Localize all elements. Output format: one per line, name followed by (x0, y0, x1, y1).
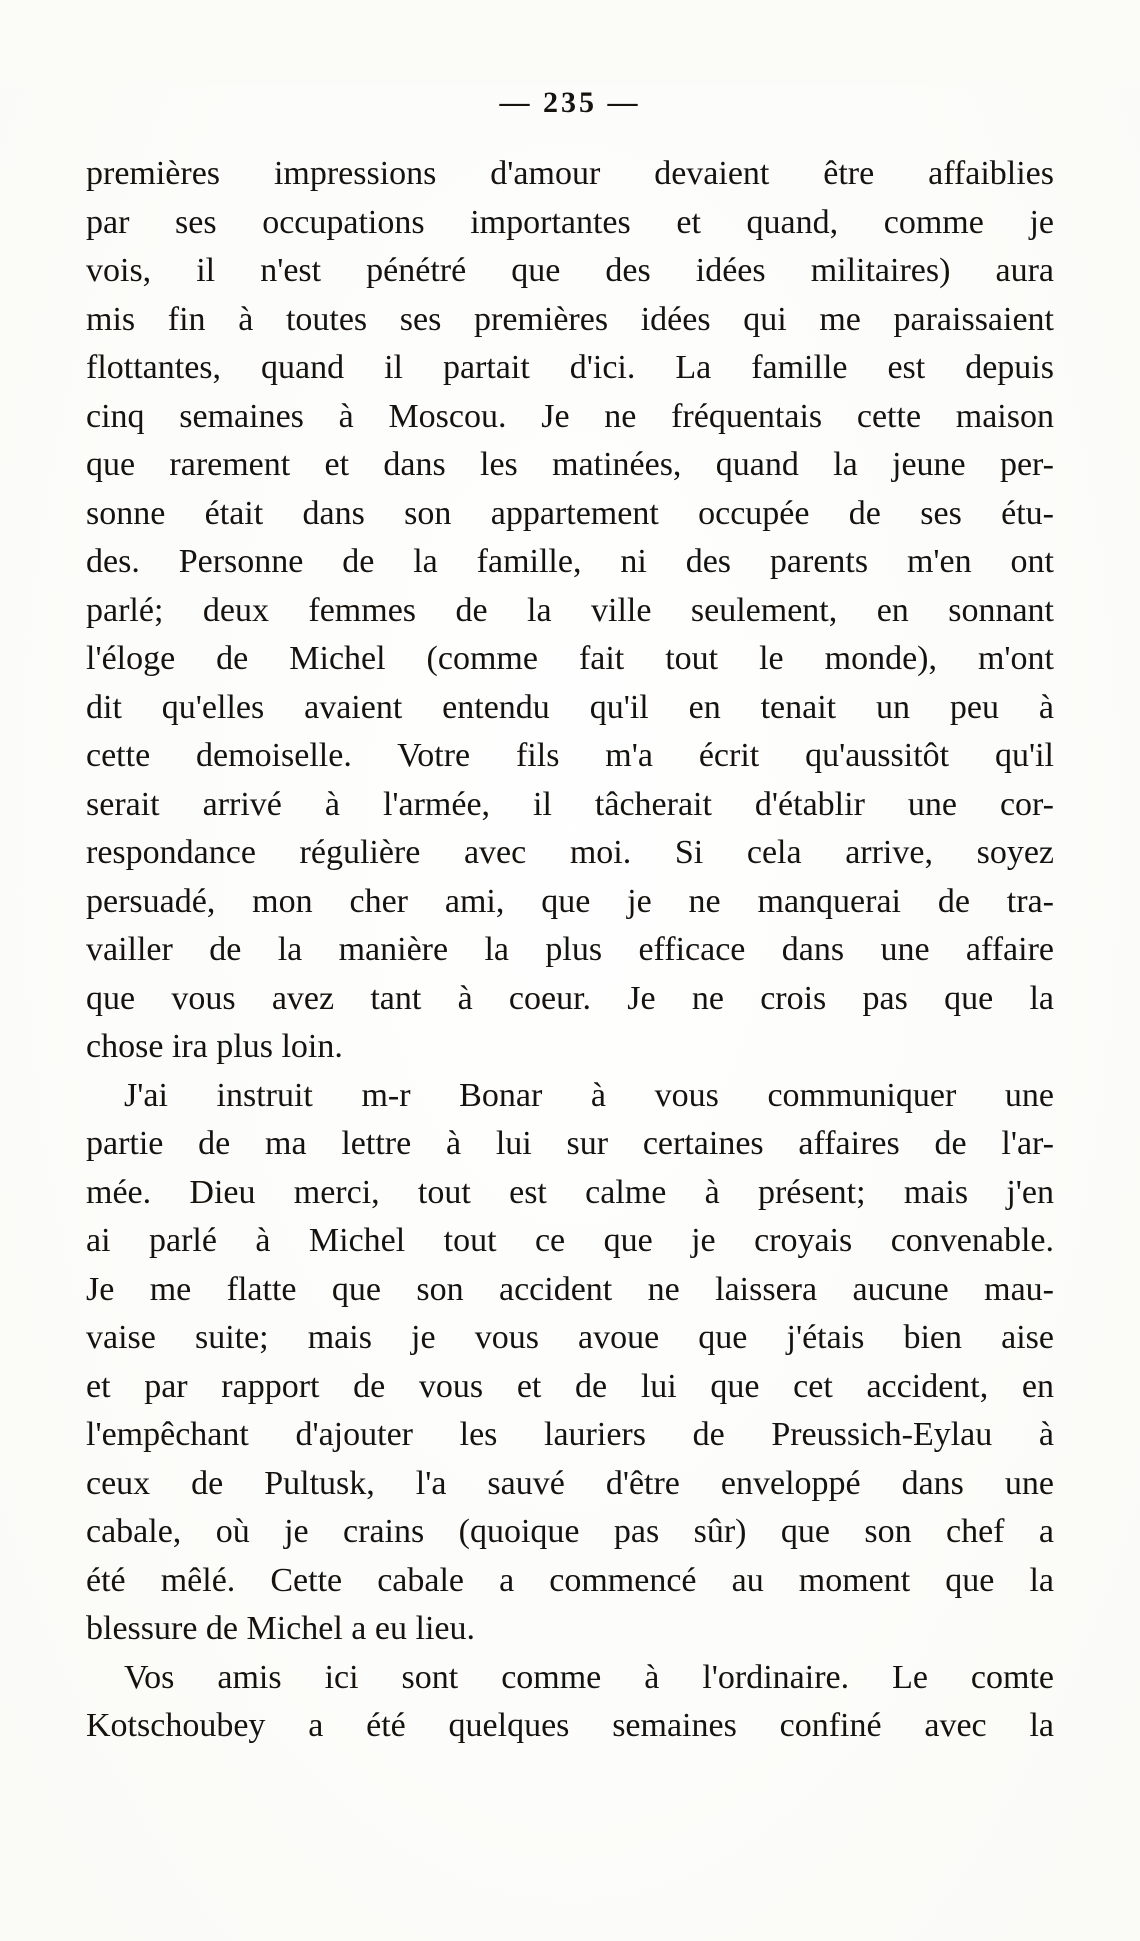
text-line: vaise suite; mais je vous avoue que j'étais bien aise (86, 1319, 1054, 1356)
text-line: cinq semaines à Moscou. Je ne fréquentais cette maison (86, 397, 1054, 435)
text-line: Je me flatte que son accident ne laissera aucune mau- (86, 1270, 1054, 1308)
text-line: respondance régulière avec moi. Si cela arrive, soyez (86, 834, 1054, 871)
text-line: blessure de Michel a eu lieu. (86, 1610, 475, 1647)
text-line: que rarement et dans les matinées, quand la jeune per- (86, 446, 1054, 483)
book-page (0, 86, 1140, 1941)
text-line: mis fin à toutes ses premières idées qui me paraissaient (86, 300, 1054, 338)
text-line: persuadé, mon cher ami, que je ne manquerai de tra- (86, 882, 1054, 920)
text-line: des. Personne de la famille, ni des parents m'en ont (86, 543, 1054, 580)
page-number: — 235 — (499, 86, 641, 119)
text-line: par ses occupations importantes et quand, comme je (86, 203, 1054, 241)
text-line: ceux de Pultusk, l'a sauvé d'être enveloppé dans une (86, 1464, 1054, 1502)
text-line: sonne était dans son appartement occupée de ses étu- (86, 494, 1054, 532)
text-line: vailler de la manière la plus efficace dans une affaire (86, 931, 1054, 968)
text-line: cette demoiselle. Votre fils m'a écrit qu'aussitôt qu'il (86, 737, 1054, 774)
text-line: Vos amis ici sont comme à l'ordinaire. Le comte (124, 1658, 1054, 1696)
text-line: l'empêchant d'ajouter les lauriers de Preussich-Eylau à (86, 1416, 1054, 1453)
text-line: J'ai instruit m-r Bonar à vous communiquer une (124, 1076, 1054, 1114)
text-line: Kotschoubey a été quelques semaines confiné avec la (86, 1707, 1054, 1744)
text-line: serait arrivé à l'armée, il tâcherait d'établir une cor- (86, 785, 1054, 823)
text-line: et par rapport de vous et de lui que cet accident, en (86, 1367, 1054, 1405)
text-line: partie de ma lettre à lui sur certaines affaires de l'ar- (86, 1125, 1054, 1162)
body-text (86, 150, 1054, 1751)
text-line: que vous avez tant à coeur. Je ne crois pas que la (86, 979, 1054, 1017)
text-line: premières impressions d'amour devaient être affaiblies (86, 155, 1054, 192)
text-line: chose ira plus loin. (86, 1028, 343, 1065)
text-line: l'éloge de Michel (comme fait tout le monde), m'ont (86, 640, 1054, 677)
text-line: parlé; deux femmes de la ville seulement, en sonnant (86, 591, 1054, 629)
text-line: mée. Dieu merci, tout est calme à présent; mais j'en (86, 1173, 1054, 1211)
text-line: ai parlé à Michel tout ce que je croyais convenable. (86, 1222, 1054, 1259)
text-line: flottantes, quand il partait d'ici. La famille est depuis (86, 349, 1054, 386)
text-line: dit qu'elles avaient entendu qu'il en tenait un peu à (86, 688, 1054, 726)
text-line: cabale, où je crains (quoique pas sûr) que son chef a (86, 1513, 1054, 1550)
text-line: été mêlé. Cette cabale a commencé au moment que la (86, 1561, 1054, 1599)
text-line: vois, il n'est pénétré que des idées militaires) aura (86, 252, 1054, 289)
